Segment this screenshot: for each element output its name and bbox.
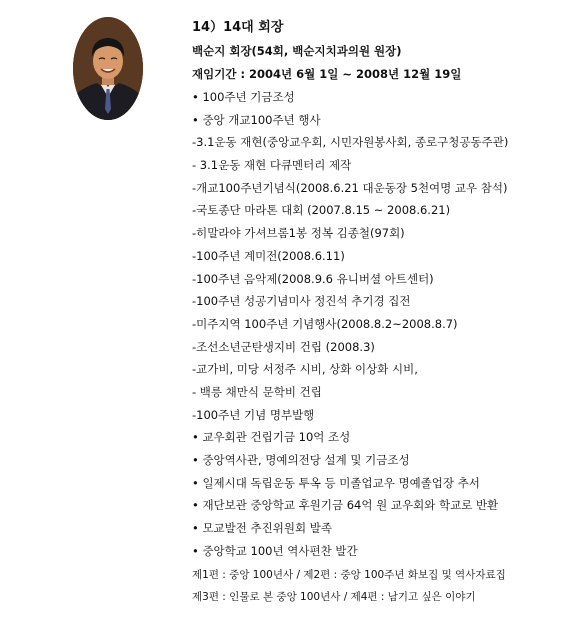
list-item: • 중앙 개교100주년 행사: [192, 112, 321, 127]
section-title: 14）14대 회장: [192, 20, 284, 35]
list-item: -국토종단 마라톤 대회 (2007.8.15 ~ 2008.6.21): [192, 203, 451, 218]
list-item: • 중앙학교 100년 역사편찬 발간: [192, 543, 358, 558]
list-item: • 모교발전 추진위원회 발족: [192, 521, 332, 536]
list-item: -조선소년군탄생지비 건립 (2008.3): [192, 339, 375, 354]
list-item: -히말라야 가셔브롬1봉 정복 김종철(97회): [192, 226, 405, 241]
list-item: -미주지역 100주년 기념행사(2008.8.2~2008.8.7): [192, 316, 458, 331]
president-name-line: 백순지 회장(54회, 백순지치과의원 원장): [192, 44, 402, 58]
list-item: -3.1운동 재현(중앙교우회, 시민자원봉사회, 종로구청공동주관): [192, 135, 509, 150]
president-portrait: [73, 17, 143, 120]
term-line: 재임기간 : 2004년 6월 1일 ~ 2008년 12월 19일: [192, 67, 462, 81]
list-item: • 중앙역사관, 명예의전당 설계 및 기금조성: [192, 453, 410, 467]
achievement-list: [192, 86, 557, 562]
volume-line: 제3편 : 인물로 본 중앙 100년사 / 제4편 : 남기고 싶은 이야기: [192, 591, 476, 604]
list-item: -100주년 기념 명부발행: [192, 407, 315, 422]
list-item: • 교우회관 건립기금 10억 조성: [192, 430, 351, 445]
list-item: -100주년 음악제(2008.9.6 유니버셜 아트센터): [192, 271, 434, 286]
list-item: -100주년 성공기념미사 정진석 추기경 집전: [192, 294, 411, 309]
history-volumes: [192, 564, 557, 608]
list-item: -교가비, 미당 서정주 시비, 상화 이상화 시비,: [192, 362, 418, 377]
volume-line: 제1편 : 중앙 100년사 / 제2편 : 중앙 100주년 화보집 및 역사자료집: [192, 569, 506, 582]
list-item: -개교100주년기념식(2008.6.21 대운동장 5천여명 교우 참석): [192, 180, 508, 195]
list-item: • 일제시대 독립운동 투옥 등 미졸업교우 명예졸업장 추서: [192, 475, 480, 490]
list-item: -100주년 계미전(2008.6.11): [192, 248, 345, 263]
list-item: • 재단보관 중앙학교 후원기금 64억 원 교우회와 학교로 반환: [192, 498, 499, 513]
list-item: - 3.1운동 재현 다큐멘터리 제작: [192, 158, 352, 173]
president-profile: [192, 17, 557, 608]
list-item: - 백릉 채만식 문학비 건립: [192, 384, 322, 399]
list-item: • 100주년 기금조성: [192, 90, 295, 104]
